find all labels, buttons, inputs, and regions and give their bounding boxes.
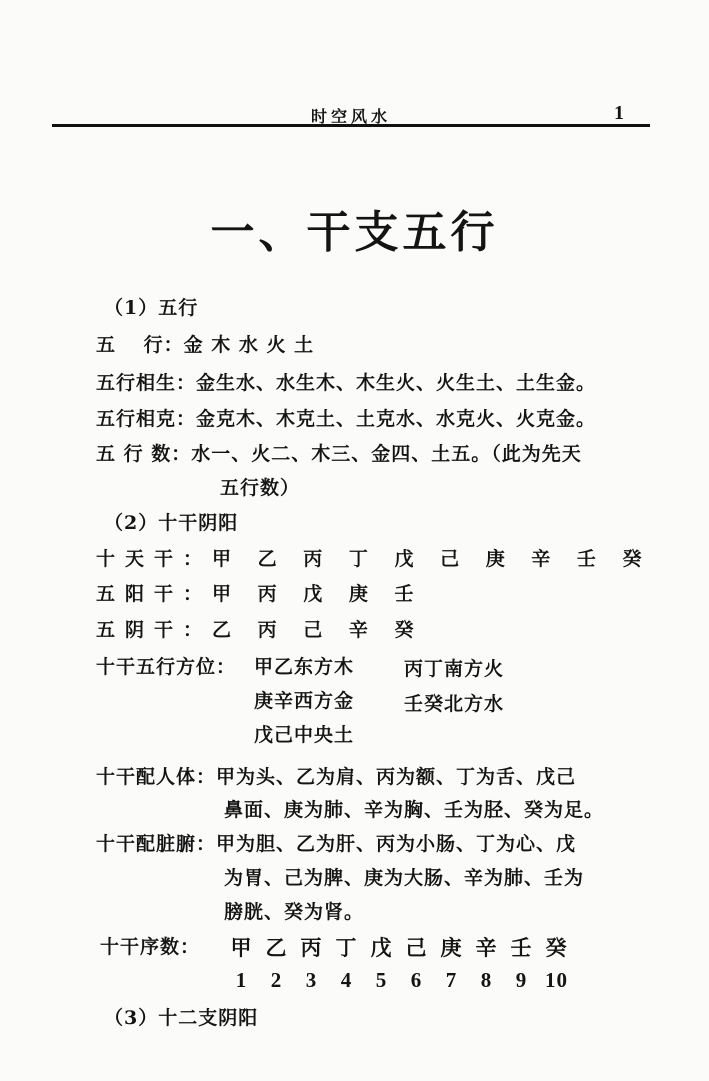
page-number: 1 bbox=[614, 102, 624, 124]
xushu-stem: 庚 bbox=[440, 936, 463, 960]
wuyingan-line: 五阴干：乙 丙 己 辛 癸 bbox=[96, 619, 424, 641]
running-header bbox=[52, 100, 650, 130]
xushu-number: 10 bbox=[545, 968, 568, 992]
xushu-number: 2 bbox=[270, 968, 283, 992]
xushu-number: 5 bbox=[375, 968, 388, 992]
zangfu-line: 十干配脏腑：甲为胆、乙为肝、丙为小肠、丁为心、戊 bbox=[96, 833, 577, 855]
zangfu-continuation-2: 膀胱、癸为肾。 bbox=[224, 901, 365, 923]
fangwei-bingding: 丙丁南方火 bbox=[404, 658, 505, 680]
shitiangan-line: 十天干：甲 乙 丙 丁 戊 己 庚 辛 壬 癸 bbox=[96, 548, 652, 570]
fangwei-rengui: 壬癸北方水 bbox=[404, 693, 505, 715]
xushu-stem: 丙 bbox=[300, 936, 323, 960]
xushu-numbers-row bbox=[224, 968, 574, 993]
xushu-stem: 丁 bbox=[335, 936, 358, 960]
fangwei-gengxin: 庚辛西方金 bbox=[254, 690, 355, 712]
running-header-title: 时空风水 bbox=[310, 107, 391, 126]
xushu-stem: 己 bbox=[405, 936, 428, 960]
renti-line: 十干配人体：甲为头、乙为肩、丙为额、丁为舌、戊己 bbox=[96, 766, 577, 788]
xushu-stem: 戊 bbox=[370, 936, 393, 960]
xushu-label: 十干序数： bbox=[100, 936, 201, 958]
xushu-number: 8 bbox=[480, 968, 493, 992]
wuxing-xiangke-line: 五行相克：金克木、木克土、土克水、水克火、火克金。 bbox=[96, 408, 597, 430]
fangwei-jiayi: 甲乙东方木 bbox=[254, 656, 355, 678]
renti-continuation: 鼻面、庚为肺、辛为胸、壬为胫、癸为足。 bbox=[224, 799, 605, 821]
section-heading-shigan: （2）十干阴阳 bbox=[104, 512, 239, 534]
xushu-number: 1 bbox=[235, 968, 248, 992]
header-rule bbox=[52, 124, 650, 127]
xushu-stem: 辛 bbox=[475, 936, 498, 960]
xushu-stem: 乙 bbox=[265, 936, 288, 960]
xushu-number: 9 bbox=[515, 968, 528, 992]
chapter-title: 一、干支五行 bbox=[210, 207, 499, 258]
wuyanggan-line: 五阳干：甲 丙 戊 庚 壬 bbox=[96, 583, 424, 605]
wuxing-line: 五 行：金 木 水 火 土 bbox=[96, 334, 315, 356]
xushu-stems-row bbox=[224, 932, 574, 962]
fangwei-label: 十干五行方位： bbox=[96, 656, 237, 678]
xushu-stem: 壬 bbox=[510, 936, 533, 960]
xushu-number: 3 bbox=[305, 968, 318, 992]
section-heading-shierzhi: （3）十二支阴阳 bbox=[104, 1007, 259, 1029]
zangfu-continuation-1: 为胃、己为脾、庚为大肠、辛为肺、壬为 bbox=[224, 867, 585, 889]
xushu-number: 4 bbox=[340, 968, 353, 992]
wuxing-xiangsheng-line: 五行相生：金生水、水生木、木生火、火生土、土生金。 bbox=[96, 372, 597, 394]
fangwei-wuji: 戊己中央土 bbox=[254, 724, 355, 746]
xushu-number: 6 bbox=[410, 968, 423, 992]
wuxing-shu-line: 五 行 数：水一、火二、木三、金四、土五。（此为先天 bbox=[96, 443, 582, 465]
xushu-stem: 癸 bbox=[545, 936, 568, 960]
xushu-stem: 甲 bbox=[230, 936, 253, 960]
section-heading-wuxing: （1）五行 bbox=[104, 297, 199, 319]
xushu-number: 7 bbox=[445, 968, 458, 992]
wuxing-shu-continuation: 五行数） bbox=[220, 477, 301, 499]
